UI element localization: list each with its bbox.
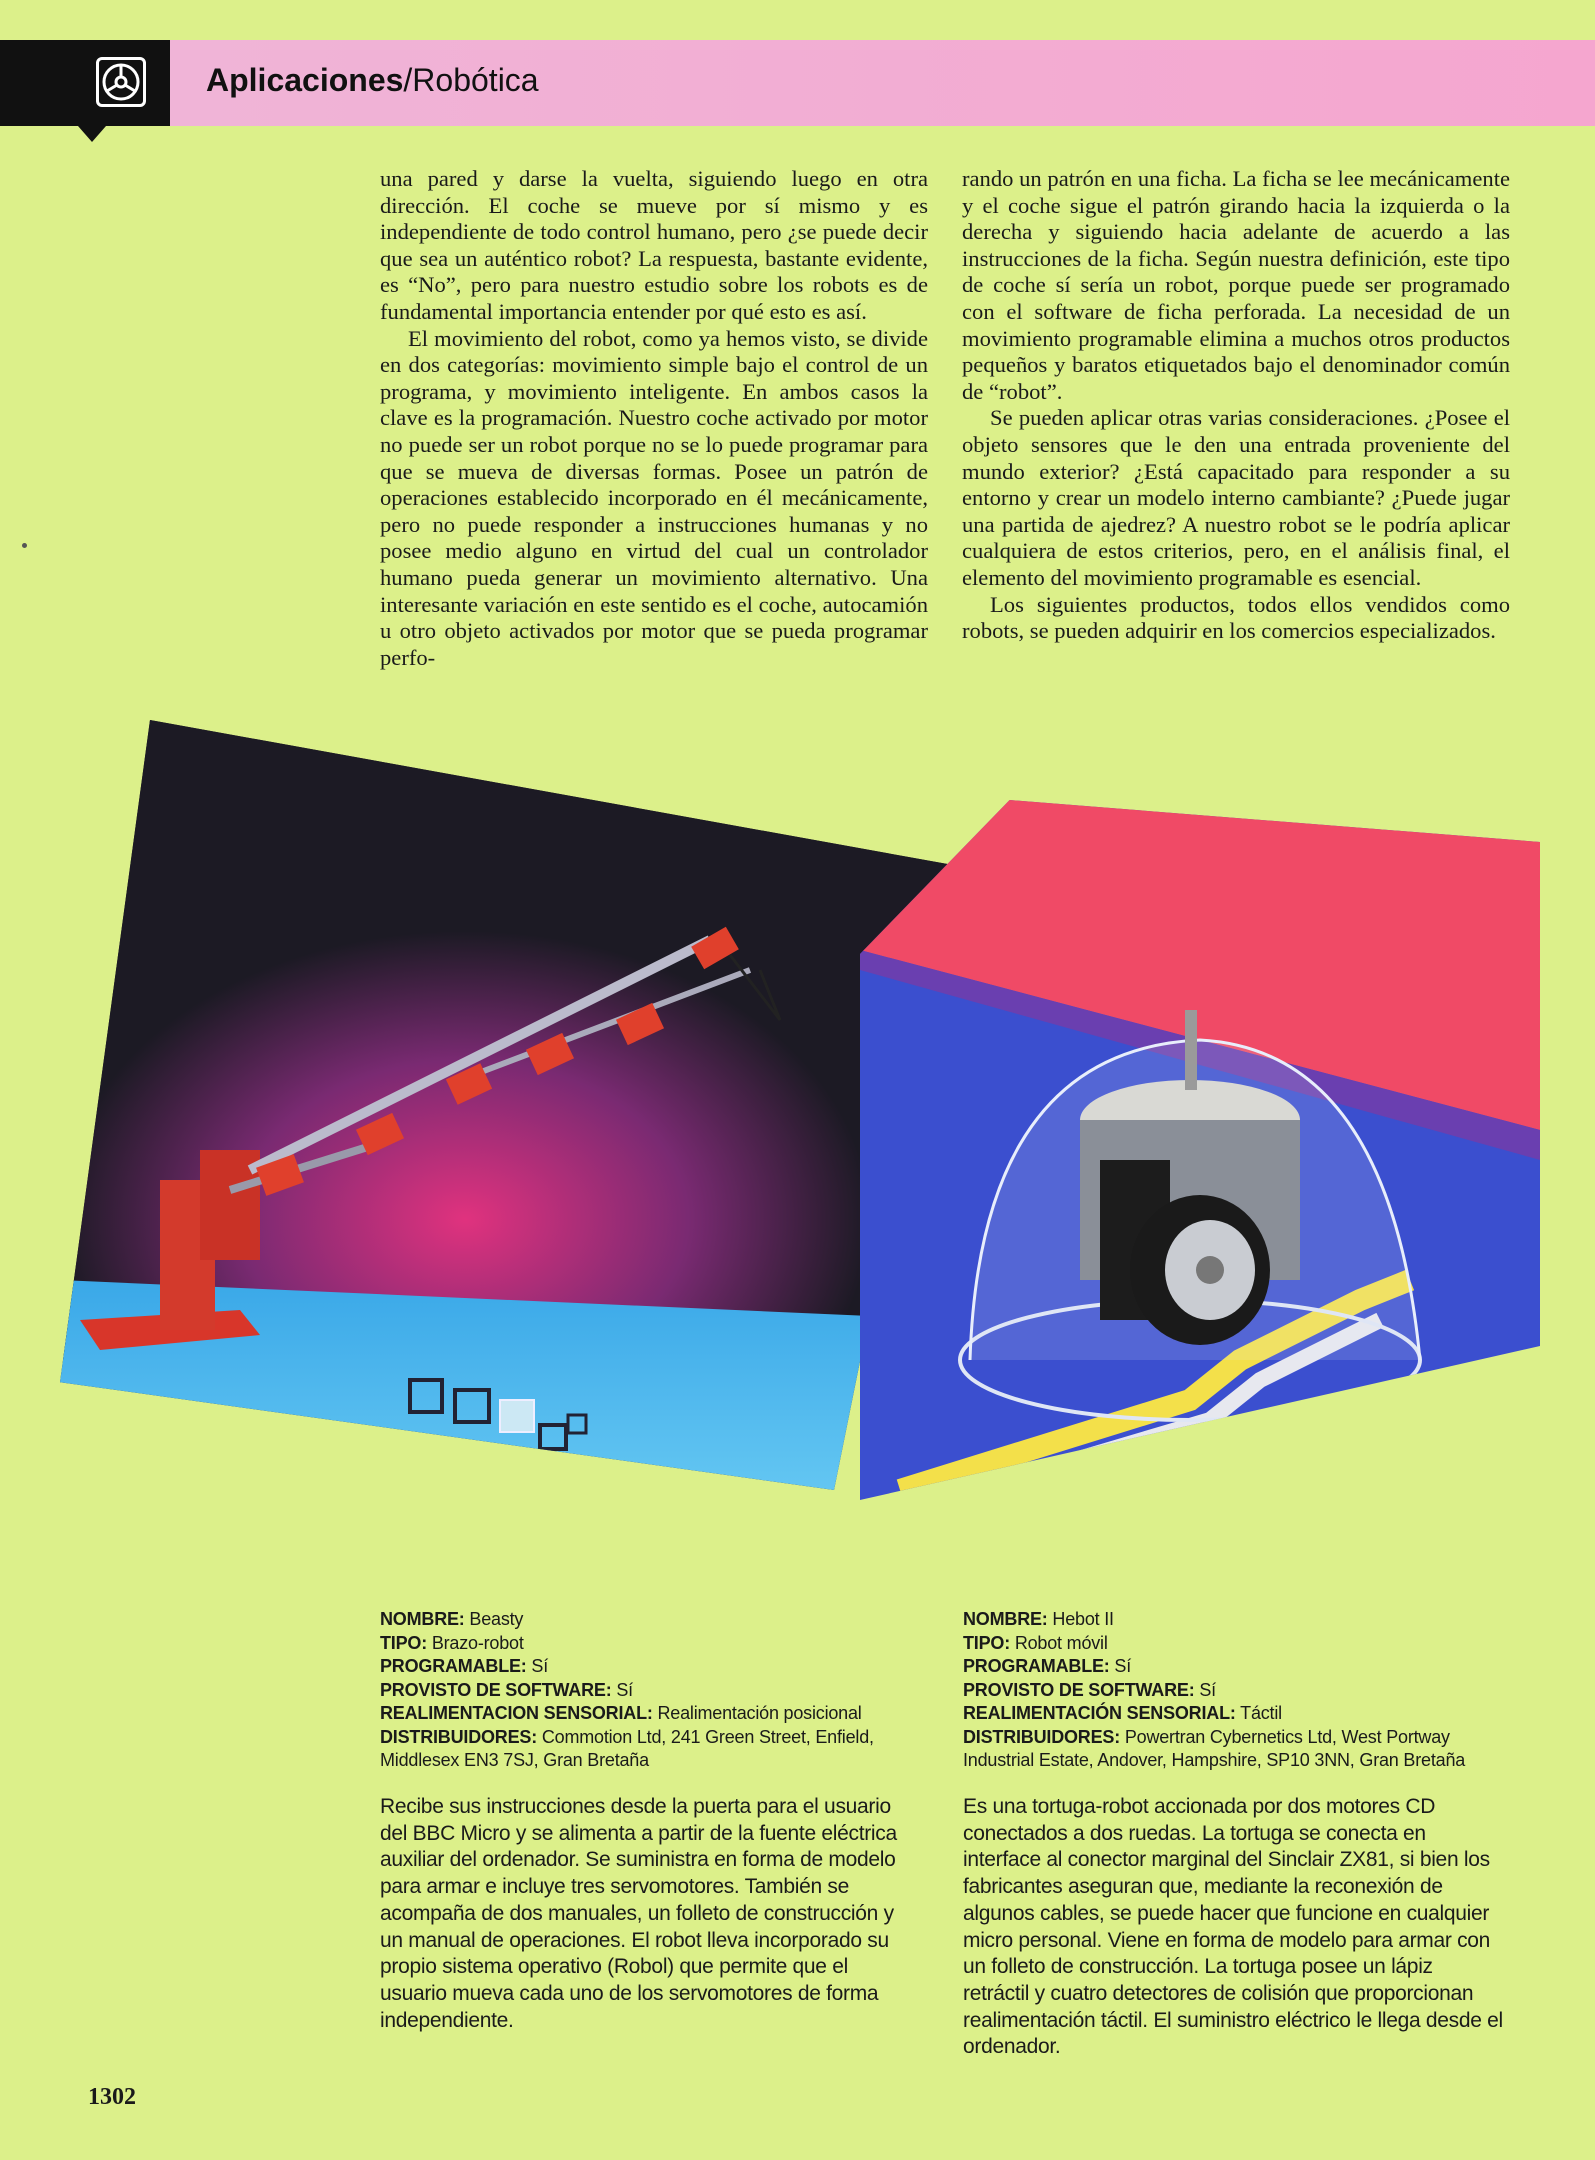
body-column-right <box>962 166 1510 645</box>
spec-row <box>963 1632 1523 1656</box>
product-description-beasty: Recibe sus instrucciones desde la puerta para el usuario del BBC Micro y se alimenta a partir de la fuente eléctrica auxiliar del ordenador. Se suministra en forma de modelo para armar e incluye tres servomotores. También se acompaña de dos manuales, un folleto de construcción y un manual de operaciones. El robot lleva incorporado su propio sistema operativo (Robol) que permite que el usuario mueva cada uno de los servomotores de forma independiente. <box>380 1795 897 2032</box>
spec-key: PROVISTO DE SOFTWARE: <box>963 1679 1195 1700</box>
spec-key: NOMBRE: <box>380 1609 465 1629</box>
section-title-rest: /Robótica <box>403 62 539 98</box>
spec-value: Beasty <box>469 1609 524 1629</box>
paragraph: El movimiento del robot, como ya hemos visto, se divide en dos categorías: movimiento simple bajo el control de un programa, y movimiento inteligente. En ambos casos la clave es la programación. Nuestro coche activado por motor no puede ser un robot porque no se lo puede programar para que se mueva de diversas formas. Posee un patrón de operaciones establecido incorporado en él mecánicamente, pero no puede responder a instrucciones humanas y no posee medio alguno en virtud del cual un controlador humano pueda generar un movimiento alternativo. Una interesante variación en este sentido es el coche, autocamión u otro objeto activados por motor que se pueda programar perfo- <box>380 325 928 670</box>
spec-row <box>380 1679 940 1703</box>
product-specs-beasty <box>380 1608 940 1773</box>
spec-value: Realimentación posicional <box>657 1703 862 1723</box>
spec-row <box>380 1655 940 1679</box>
spec-row <box>963 1679 1523 1703</box>
spec-key: TIPO: <box>380 1632 427 1653</box>
spec-row <box>380 1702 940 1726</box>
spec-value: Commotion Ltd, 241 Green Street, Enfield, Middlesex EN3 7SJ, Gran Bretaña <box>380 1726 874 1770</box>
spec-row <box>963 1726 1523 1773</box>
spec-row <box>380 1632 940 1656</box>
product-description-hebot: Es una tortuga-robot accionada por dos motores CD conectados a dos ruedas. La tortuga se conecta en interface al conector marginal del Sinclair ZX81, si bien los fabricantes aseguran que, mediante la reconexión de algunos cables, se puede hacer que funcione en cualquier micro personal. Viene en forma de modelo para armar con un folleto de construcción. La tortuga posee un lápiz retráctil y cuatro detectores de colisión que proporcionan realimentación táctil. El suministro eléctrico le llega desde el ordenador. <box>963 1795 1503 2059</box>
spec-value: Robot móvil <box>1014 1632 1108 1653</box>
spec-row <box>380 1608 940 1632</box>
spec-value: Sí <box>531 1656 549 1676</box>
spec-key: NOMBRE: <box>963 1609 1048 1629</box>
spec-value: Sí <box>1199 1679 1216 1700</box>
spec-value: Hebot II <box>1052 1609 1114 1629</box>
hebot-photo <box>860 800 1540 1500</box>
spec-row <box>380 1726 940 1773</box>
spec-value: Sí <box>616 1679 633 1700</box>
spec-value: Brazo-robot <box>431 1632 524 1653</box>
paragraph: Los siguientes productos, todos ellos vendidos como robots, se pueden adquirir en los comercios especializados. <box>962 591 1510 644</box>
spec-key: TIPO: <box>963 1632 1010 1653</box>
spec-row <box>963 1655 1523 1679</box>
spec-row <box>963 1702 1523 1726</box>
paragraph: rando un patrón en una ficha. La ficha se lee mecánicamente y el coche sigue el patrón girando hacia la izquierda o la derecha y siguiendo hacia adelante de acuerdo a las instrucciones de la ficha. Según nuestra definición, este tipo de coche sí sería un robot, porque puede ser programado con el software de ficha perforada. La necesidad de un movimiento programable elimina a muchos otros productos pequeños y baratos etiquetados bajo el denominador común de “robot”. <box>962 166 1510 404</box>
spec-key: REALIMENTACION SENSORIAL: <box>380 1703 653 1723</box>
body-column-left <box>380 166 928 671</box>
paragraph: Se pueden aplicar otras varias consideraciones. ¿Posee el objeto sensores que le den una entrada proveniente del mundo exterior? ¿Está capacitado para responder a su entorno y crear un modelo interno cambiante? ¿Puede jugar una partida de ajedrez? A nuestro robot se le podría aplicar cualquiera de estos criterios, pero, en el análisis final, el elemento del movimiento programable es esencial. <box>962 405 1510 590</box>
steering-wheel-icon <box>96 57 146 107</box>
page-number: 1302 <box>88 2084 136 2110</box>
paragraph: una pared y darse la vuelta, siguiendo luego en otra dirección. El coche se mueve por sí mismo y es independiente de todo control humano, pero ¿se puede decir que sea un auténtico robot? La respuesta, bastante evidente, es “No”, pero para nuestro estudio sobre los robots es de fundamental importancia entender por qué esto es así. <box>380 166 928 324</box>
spec-row <box>963 1608 1523 1632</box>
section-title-bold: Aplicaciones <box>206 62 404 98</box>
robot-arm-photo <box>60 720 960 1490</box>
spec-value: Sí <box>1114 1656 1132 1676</box>
margin-mark <box>22 543 27 548</box>
spec-key: PROVISTO DE SOFTWARE: <box>380 1679 612 1700</box>
spec-key: PROGRAMABLE: <box>380 1656 527 1676</box>
spec-key: PROGRAMABLE: <box>963 1656 1110 1676</box>
spec-key: REALIMENTACIÓN SENSORIAL: <box>963 1703 1236 1723</box>
spec-value: Táctil <box>1240 1703 1282 1723</box>
product-specs-hebot <box>963 1608 1523 1773</box>
section-title <box>206 62 539 99</box>
spec-value: Powertran Cybernetics Ltd, West Portway Industrial Estate, Andover, Hampshire, SP10 3NN, Gran Bretaña <box>963 1726 1466 1770</box>
spec-key: DISTRIBUIDORES: <box>963 1726 1121 1747</box>
spec-key: DISTRIBUIDORES: <box>380 1726 538 1747</box>
